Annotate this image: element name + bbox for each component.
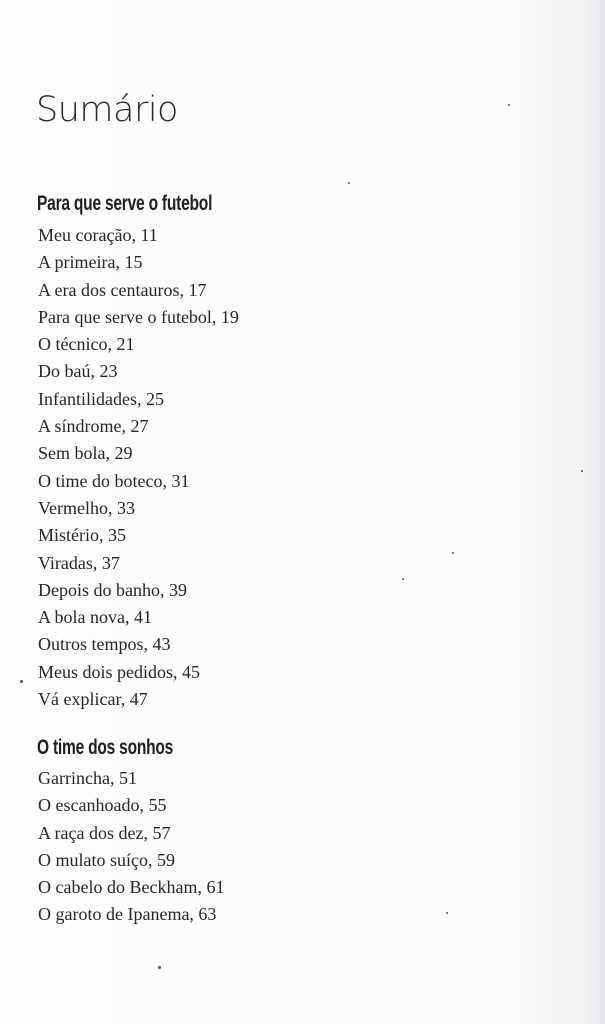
toc-entry: Vermelho, 33 [38, 497, 135, 518]
paper-speck [508, 104, 510, 106]
toc-entry: O escanhoado, 55 [38, 795, 167, 816]
toc-entry: Outros tempos, 43 [38, 634, 171, 655]
section-entries-list [38, 222, 239, 713]
paper-speck [452, 552, 454, 554]
toc-entry: O mulato suíço, 59 [38, 849, 175, 870]
toc-entry: A primeira, 15 [38, 252, 143, 273]
toc-entry: Sem bola, 29 [38, 443, 133, 464]
section-entries-list [38, 765, 224, 929]
toc-entry: Garrincha, 51 [38, 768, 137, 788]
toc-entry: Para que serve o futebol, 19 [38, 306, 239, 327]
toc-entry: O time do boteco, 31 [38, 470, 190, 491]
page-title: Sumário [36, 90, 178, 130]
paper-speck [581, 470, 583, 472]
toc-entry: A síndrome, 27 [38, 416, 149, 437]
toc-entry: A era dos centauros, 17 [38, 279, 207, 300]
paper-speck [402, 578, 404, 580]
toc-entry: Do baú, 23 [38, 361, 118, 382]
paper-speck [20, 680, 23, 683]
paper-speck [158, 966, 161, 969]
toc-entry: Vá explicar, 47 [38, 689, 148, 710]
toc-entry: Infantilidades, 25 [38, 388, 164, 409]
section-heading-o-time-dos-sonhos: O time dos sonhos [37, 736, 174, 759]
paper-speck [348, 182, 350, 184]
paper-speck [446, 912, 448, 914]
section-heading-para-que-serve-o-futebol: Para que serve o futebol [37, 192, 213, 215]
toc-entry: Mistério, 35 [38, 525, 126, 546]
toc-entry: Meus dois pedidos, 45 [38, 661, 200, 682]
toc-entry: Viradas, 37 [38, 552, 120, 573]
toc-entry: O cabelo do Beckham, 61 [38, 877, 225, 898]
toc-entry: O garoto de Ipanema, 63 [38, 904, 217, 925]
toc-entry: O técnico, 21 [38, 334, 135, 355]
toc-entry: A raça dos dez, 57 [38, 822, 171, 843]
toc-entry: Depois do banho, 39 [38, 579, 187, 600]
toc-entry: A bola nova, 41 [38, 607, 152, 628]
toc-entry: Meu coração, 11 [38, 225, 158, 245]
